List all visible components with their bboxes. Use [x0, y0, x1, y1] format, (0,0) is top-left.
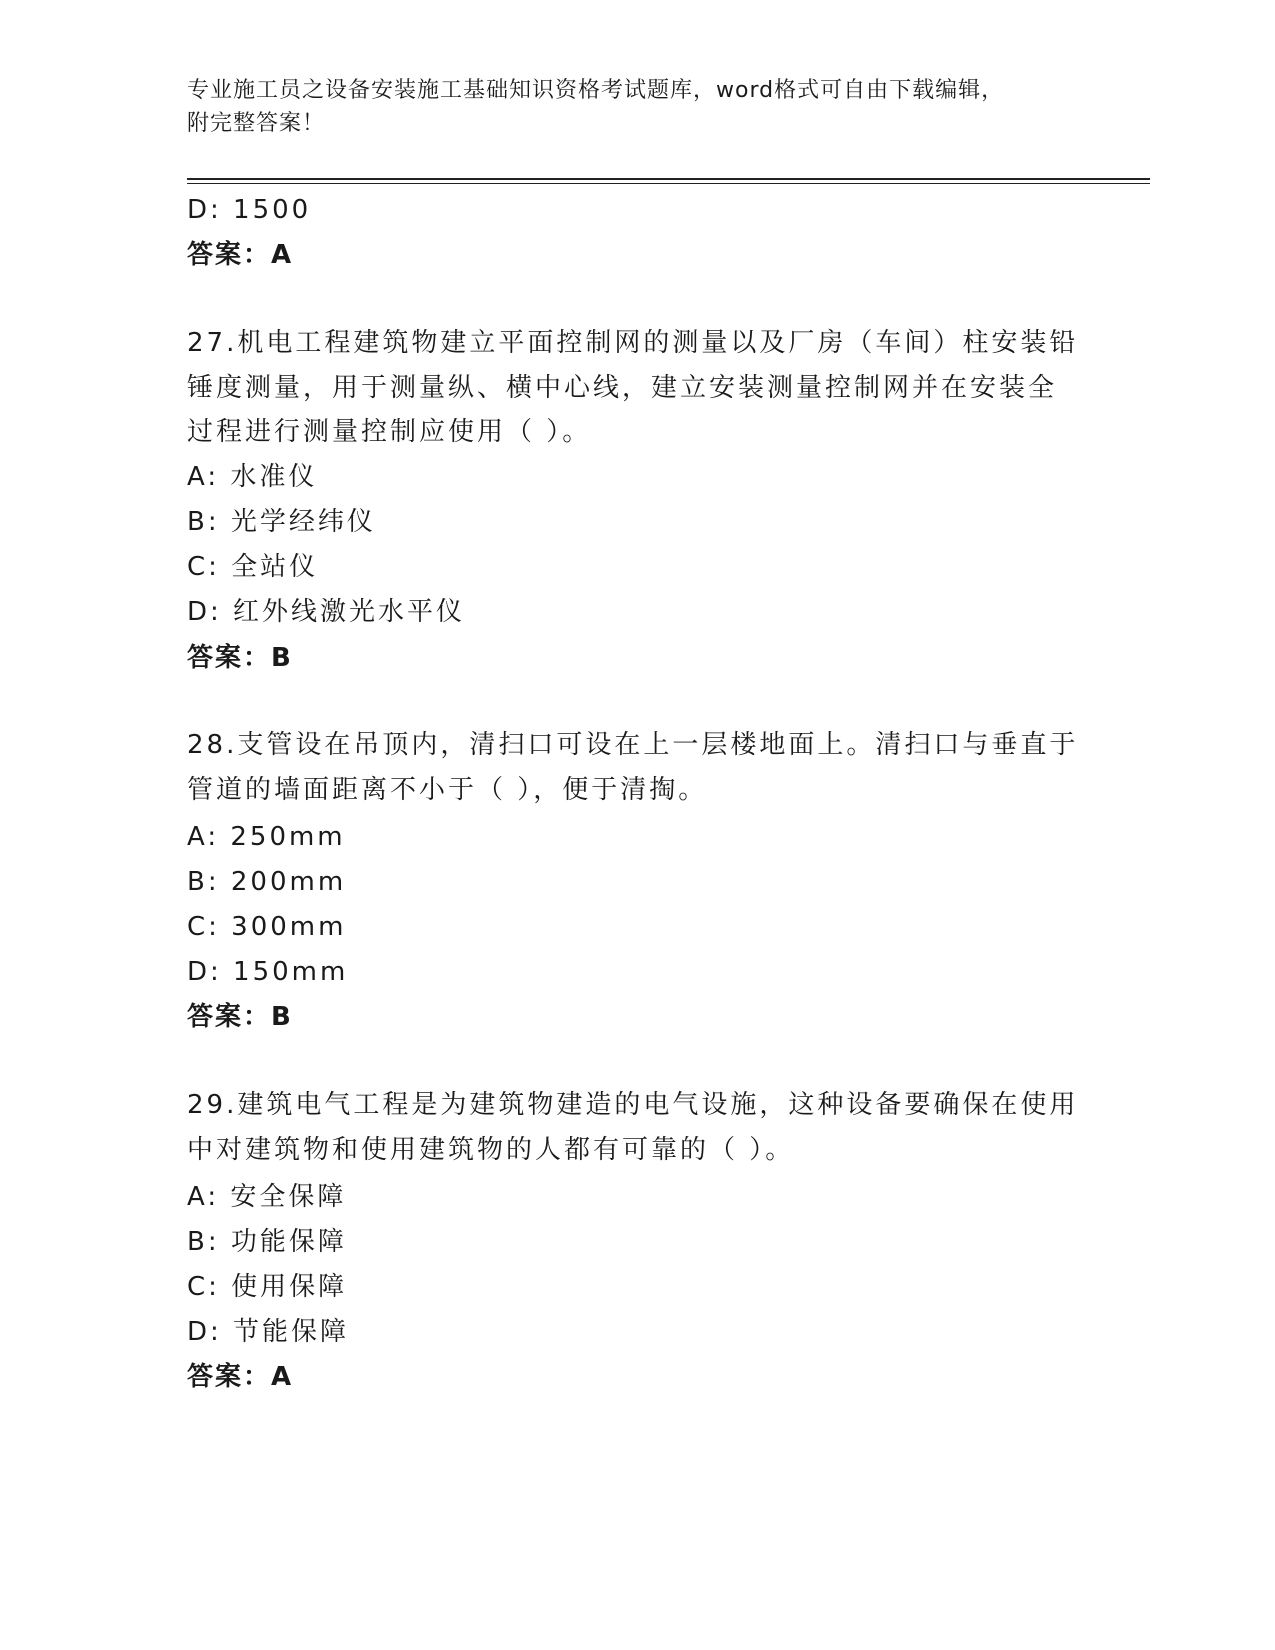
header-title-line-2: 附完整答案！ — [187, 111, 326, 136]
header-divider-thin — [187, 183, 1150, 184]
prev-answer: 答案：A — [187, 240, 294, 270]
q28-stem-line-1: 28.支管设在吊顶内，清扫口可设在上一层楼地面上。清扫口与垂直于 — [187, 730, 1079, 760]
q29-stem-line-1: 29.建筑电气工程是为建筑物建造的电气设施，这种设备要确保在使用 — [187, 1090, 1079, 1120]
q28-option-c: C: 300mm — [187, 912, 347, 942]
q29-option-a: A: 安全保障 — [187, 1182, 347, 1212]
q28-stem-line-2: 管道的墙面距离不小于（ ），便于清掏。 — [187, 775, 708, 805]
q27-option-a: A: 水准仪 — [187, 462, 318, 492]
q27-stem-line-3: 过程进行测量控制应使用（ ）。 — [187, 417, 592, 447]
q27-answer: 答案：B — [187, 643, 293, 673]
q28-answer: 答案：B — [187, 1002, 293, 1032]
q29-option-b: B: 功能保障 — [187, 1227, 347, 1257]
q29-stem-line-2: 中对建筑物和使用建筑物的人都有可靠的（ ）。 — [187, 1135, 795, 1165]
header-divider-thick — [187, 178, 1150, 180]
q29-option-d: D: 节能保障 — [187, 1317, 350, 1347]
q27-stem-line-1: 27.机电工程建筑物建立平面控制网的测量以及厂房（车间）柱安装铅 — [187, 328, 1079, 358]
header-title-line-1: 专业施工员之设备安装施工基础知识资格考试题库，word格式可自由下载编辑， — [187, 78, 1005, 103]
q28-option-b: B: 200mm — [187, 867, 347, 897]
document-header — [187, 74, 1117, 140]
q27-stem-line-2: 锤度测量，用于测量纵、横中心线，建立安装测量控制网并在安装全 — [187, 373, 1058, 403]
q29-answer: 答案：A — [187, 1362, 294, 1392]
q28-option-a: A: 250mm — [187, 822, 346, 852]
q29-option-c: C: 使用保障 — [187, 1272, 348, 1302]
q27-option-c: C: 全站仪 — [187, 552, 319, 582]
q27-option-d: D: 红外线激光水平仪 — [187, 597, 466, 627]
prev-option-d: D: 1500 — [187, 195, 312, 225]
q27-option-b: B: 光学经纬仪 — [187, 507, 376, 537]
q28-option-d: D: 150mm — [187, 957, 349, 987]
